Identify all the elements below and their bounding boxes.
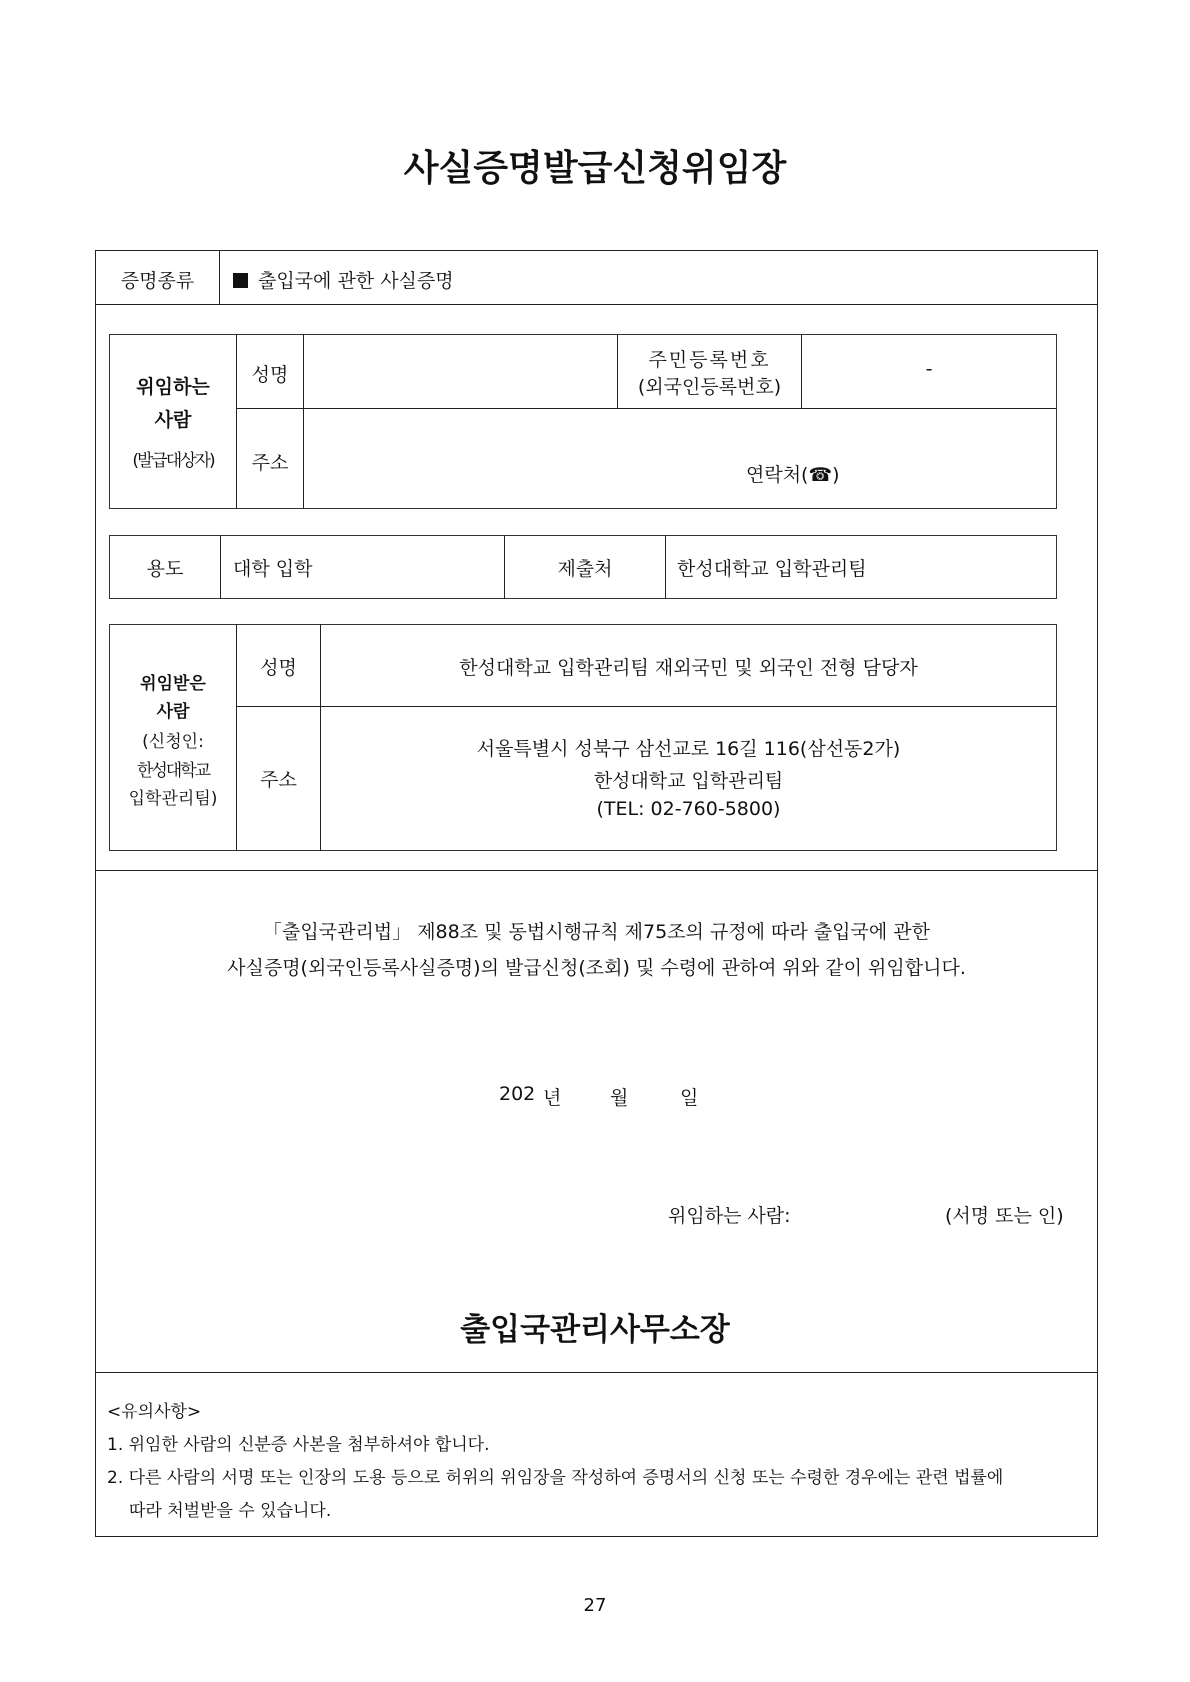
submit-label: 제출처 <box>557 558 613 580</box>
divider <box>95 870 1098 871</box>
signer-label: 위임하는 사람: <box>668 1205 791 1227</box>
delegator-contact-label: 연락처(☎) <box>746 464 840 486</box>
divider <box>665 535 666 599</box>
delegate-label-4: 한성대학교 <box>136 761 210 781</box>
delegate-address-line2: 한성대학교 입학관리팀 <box>593 770 784 792</box>
divider <box>236 408 1056 409</box>
delegator-id-label-1: 주민등록번호 <box>648 349 771 371</box>
delegate-address-line1: 서울특별시 성북구 삼선교로 16길 116(삼선동2가) <box>476 738 901 760</box>
delegate-label-1: 위임받은 <box>140 674 206 694</box>
delegate-name-label: 성명 <box>260 657 297 679</box>
date-year-unit: 년 <box>543 1087 562 1109</box>
divider <box>219 250 220 305</box>
notes-item-2-line-2: 따라 처벌받을 수 있습니다. <box>129 1501 332 1521</box>
divider <box>95 304 1098 305</box>
page-title: 사실증명발급신청위임장 <box>403 148 787 189</box>
delegate-label-3: (신청인: <box>142 732 204 752</box>
date-year: 202 <box>499 1083 536 1105</box>
office-title: 출입국관리사무소장 <box>460 1312 730 1348</box>
divider <box>236 706 1056 707</box>
delegator-label-1: 위임하는 <box>136 376 210 398</box>
notes-item-2-line-1: 2. 다른 사람의 서명 또는 인장의 도용 등으로 허위의 위임장을 작성하여 증명서의 신청 또는 수령한 경우에는 관련 법률에 <box>107 1468 1004 1488</box>
statement-line-2: 사실증명(외국인등록사실증명)의 발급신청(조회) 및 수령에 관하여 위와 같이 위임합니다. <box>227 957 966 979</box>
delegator-label-3: (발급대상자) <box>132 451 214 471</box>
page-number: 27 <box>583 1595 607 1616</box>
delegate-label-5: 입학관리팀) <box>128 789 218 809</box>
divider <box>220 535 221 599</box>
divider <box>95 1372 1098 1373</box>
date-day-unit: 일 <box>680 1087 699 1109</box>
purpose-label: 용도 <box>146 558 184 580</box>
signer-sign-note: (서명 또는 인) <box>945 1205 1064 1227</box>
cert-type-label: 증명종류 <box>120 270 195 292</box>
notes-heading: <유의사항> <box>107 1402 202 1422</box>
purpose-value: 대학 입학 <box>233 558 313 580</box>
notes-item-1: 1. 위임한 사람의 신분증 사본을 첨부하셔야 합니다. <box>107 1435 490 1455</box>
submit-value: 한성대학교 입학관리팀 <box>677 558 867 580</box>
delegate-name-value: 한성대학교 입학관리팀 재외국민 및 외국인 전형 담당자 <box>459 657 918 679</box>
statement-line-1: 「출입국관리법」 제88조 및 동법시행규칙 제75조의 규정에 따라 출입국에 관한 <box>263 921 930 943</box>
date-month-unit: 월 <box>610 1087 629 1109</box>
delegate-address-label: 주소 <box>260 769 297 791</box>
delegator-id-label-2: (외국인등록번호) <box>637 376 782 398</box>
delegator-label-2: 사람 <box>154 409 192 431</box>
delegator-id-value: - <box>925 358 933 380</box>
checked-square-icon <box>233 273 248 288</box>
delegator-name-label: 성명 <box>251 364 289 386</box>
delegator-address-label: 주소 <box>251 452 289 474</box>
cert-type-text: 출입국에 관한 사실증명 <box>258 270 454 292</box>
delegate-address-line3: (TEL: 02-760-5800) <box>596 798 781 820</box>
cert-type-value <box>233 266 454 293</box>
delegate-label-2: 사람 <box>156 702 190 722</box>
divider <box>303 334 304 509</box>
